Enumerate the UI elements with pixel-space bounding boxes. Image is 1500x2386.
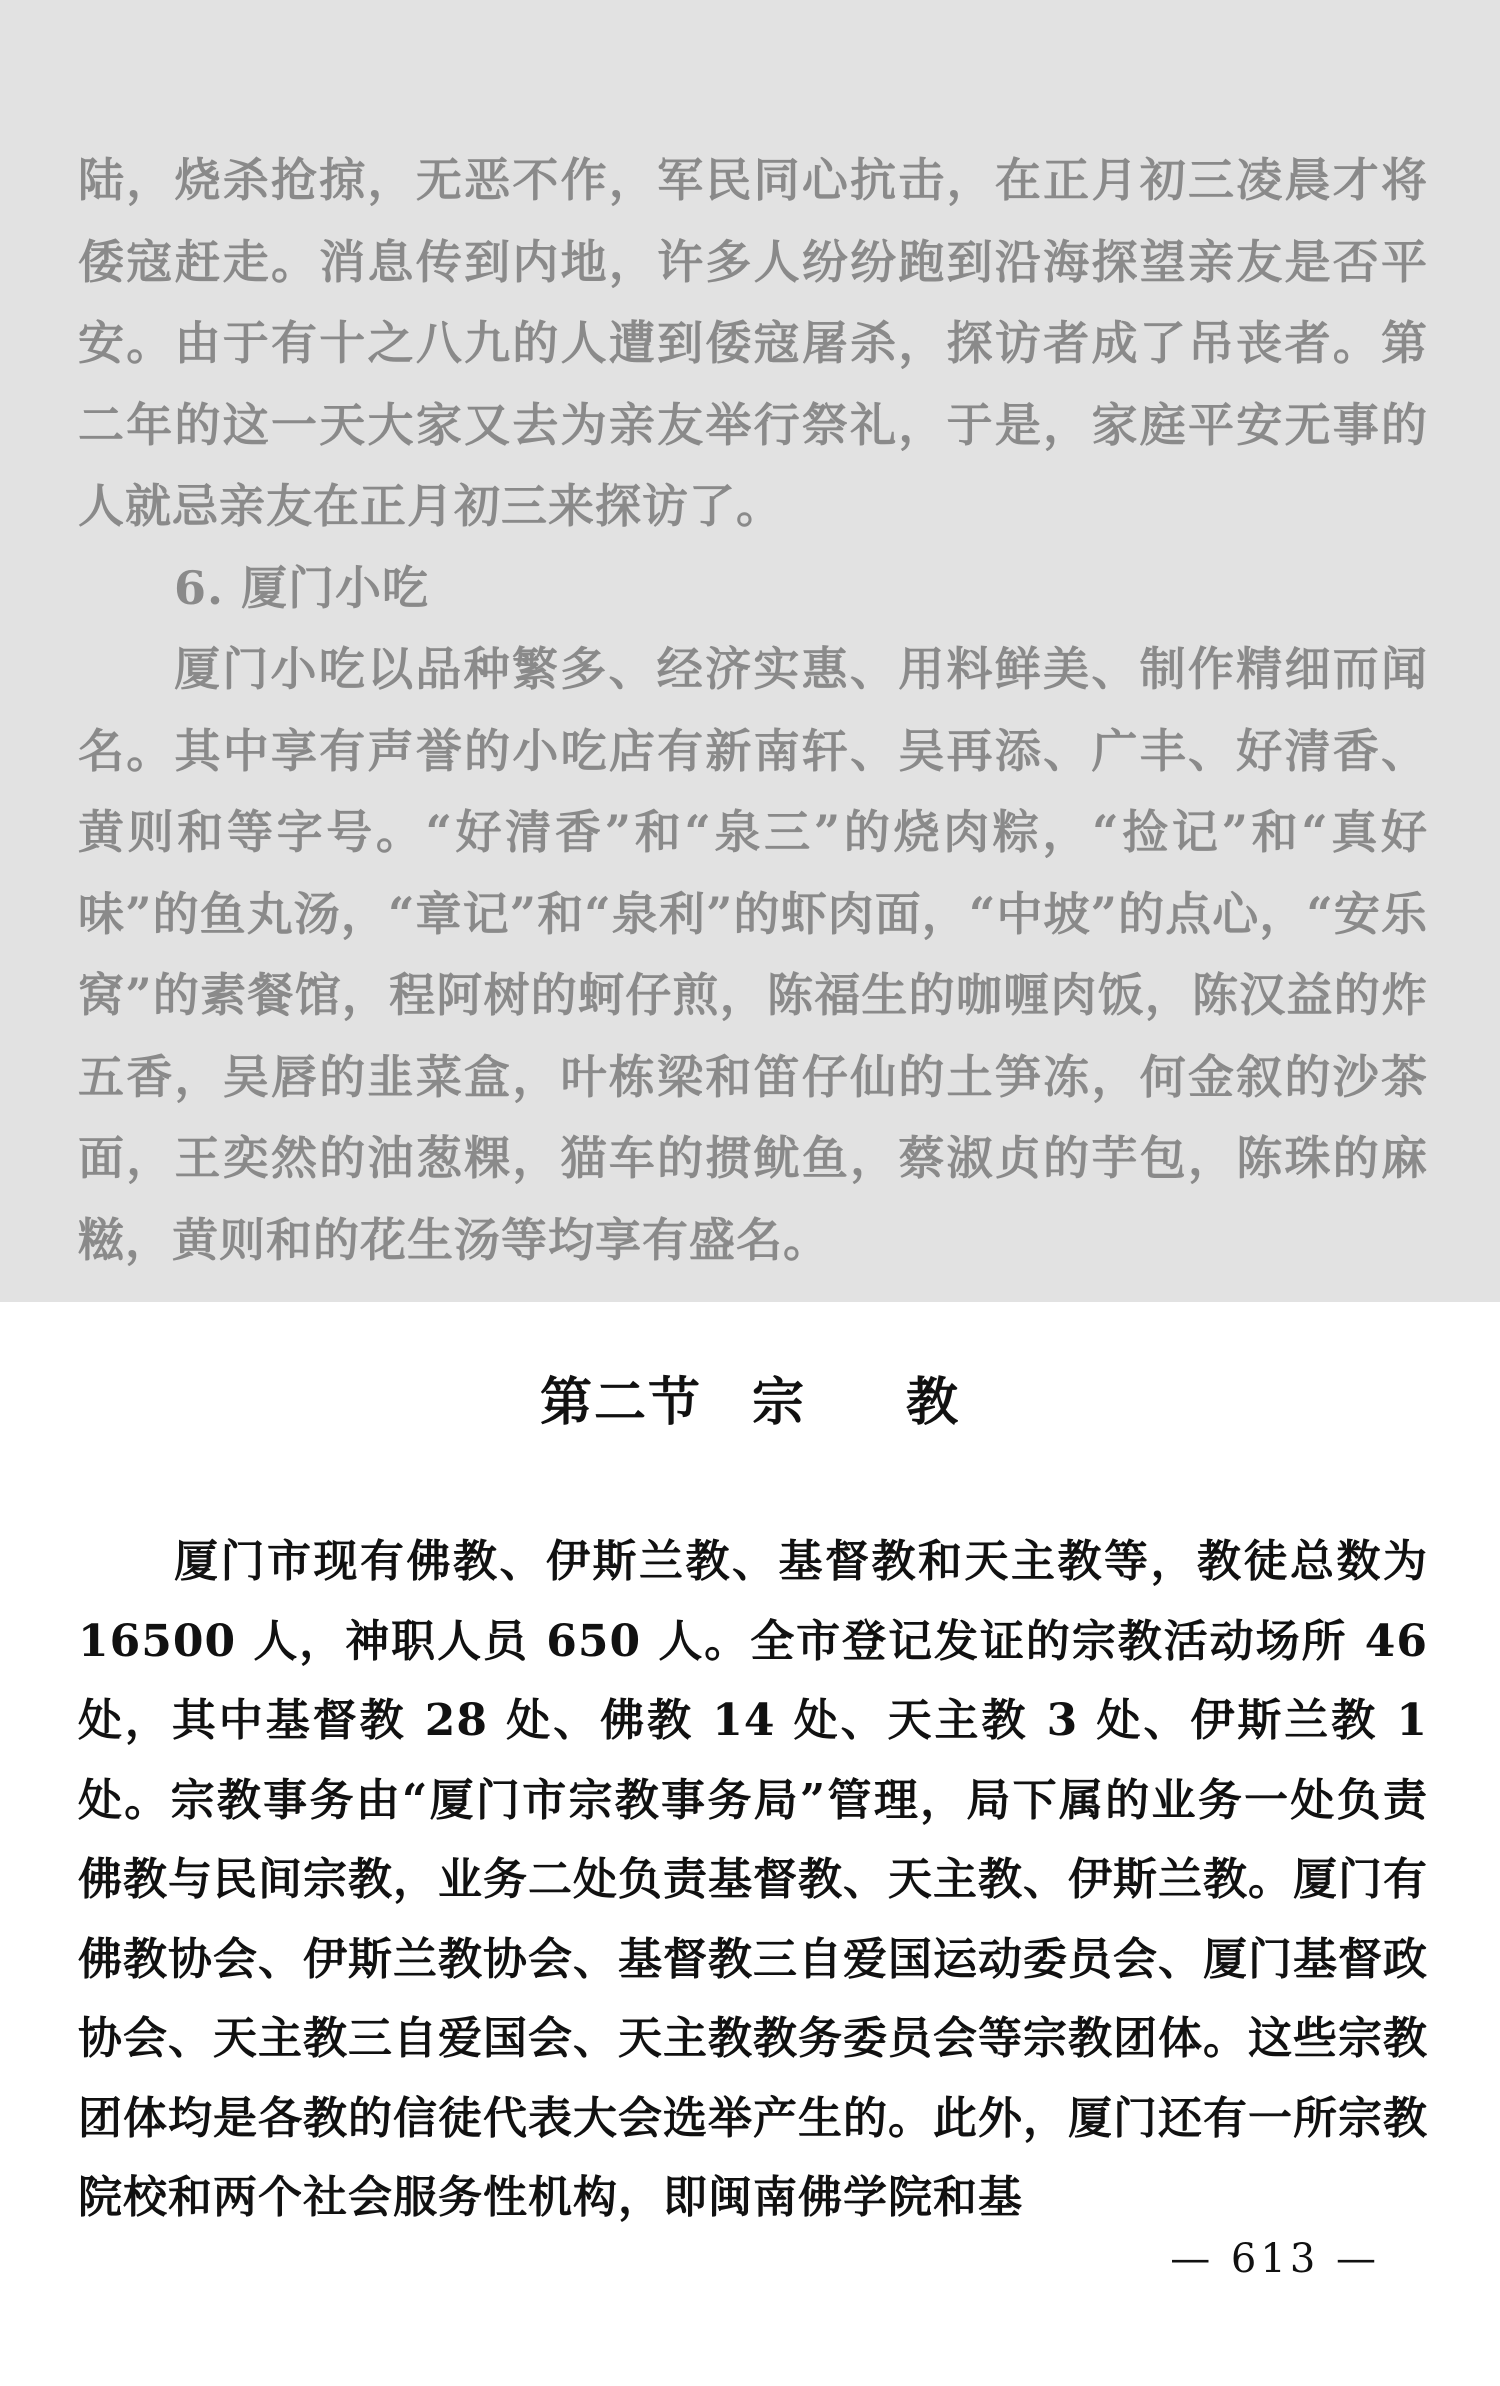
main-paragraph: 厦门市现有佛教、伊斯兰教、基督教和天主教等，教徒总数为 16500 人，神职人员 650 人。全市登记发证的宗教活动场所 46 处，其中基督教 28 处、佛教 14 处、天主教 3 处、伊斯兰教 1 处。宗教事务由“厦门市宗教事务局”管理，局下属的业务一处负责佛教与民间宗教，业务二处负责基督教、天主教、伊斯兰教。厦门有佛教协会、伊斯兰教协会、基督教三自爱国运动委员会、厦门基督政协会、天主教三自爱国会、天主教教务委员会等宗教团体。这些宗教团体均是各教的信徒代表大会选举产生的。此外，厦门还有一所宗教院校和两个社会服务性机构，即闽南佛学院和基 [78,1536,1428,2223]
section-title-char-1: 宗 [751,1372,806,1433]
section-title-char-2: 教 [906,1372,961,1433]
section-number: 第二节 [539,1372,702,1433]
page-number: — 613 — [1170,2236,1380,2282]
shaded-text-block [78,140,1428,1281]
shaded-paragraph-2: 厦门小吃以品种繁多、经济实惠、用料鲜美、制作精细而闻名。其中享有声誉的小吃店有新南轩、吴再添、广丰、好清香、黄则和等字号。“好清香”和“泉三”的烧肉粽，“捡记”和“真好味”的鱼丸汤，“章记”和“泉利”的虾肉面，“中坡”的点心，“安乐窝”的素餐馆，程阿树的蚵仔煎，陈福生的咖喱肉饭，陈汉益的炸五香，吴唇的韭菜盒，叶栋梁和笛仔仙的土笋冻，何金叙的沙茶面，王奕然的油葱粿，猫车的掼鱿鱼，蔡淑贞的芋包，陈珠的麻糍，黄则和的花生汤等均享有盛名。 [78,642,1429,1267]
section-title [0,1360,1500,1435]
subheading-xiamen-snacks: 6. 厦门小吃 [174,560,430,615]
shaded-paragraph-1: 陆，烧杀抢掠，无恶不作，军民同心抗击，在正月初三凌晨才将倭寇赶走。消息传到内地，许多人纷纷跑到沿海探望亲友是否平安。由于有十之八九的人遭到倭寇屠杀，探访者成了吊丧者。第二年的这一天大家又去为亲友举行祭礼，于是，家庭平安无事的人就忌亲友在正月初三来探访了。 [78,153,1428,533]
main-text-block [78,1522,1428,2238]
